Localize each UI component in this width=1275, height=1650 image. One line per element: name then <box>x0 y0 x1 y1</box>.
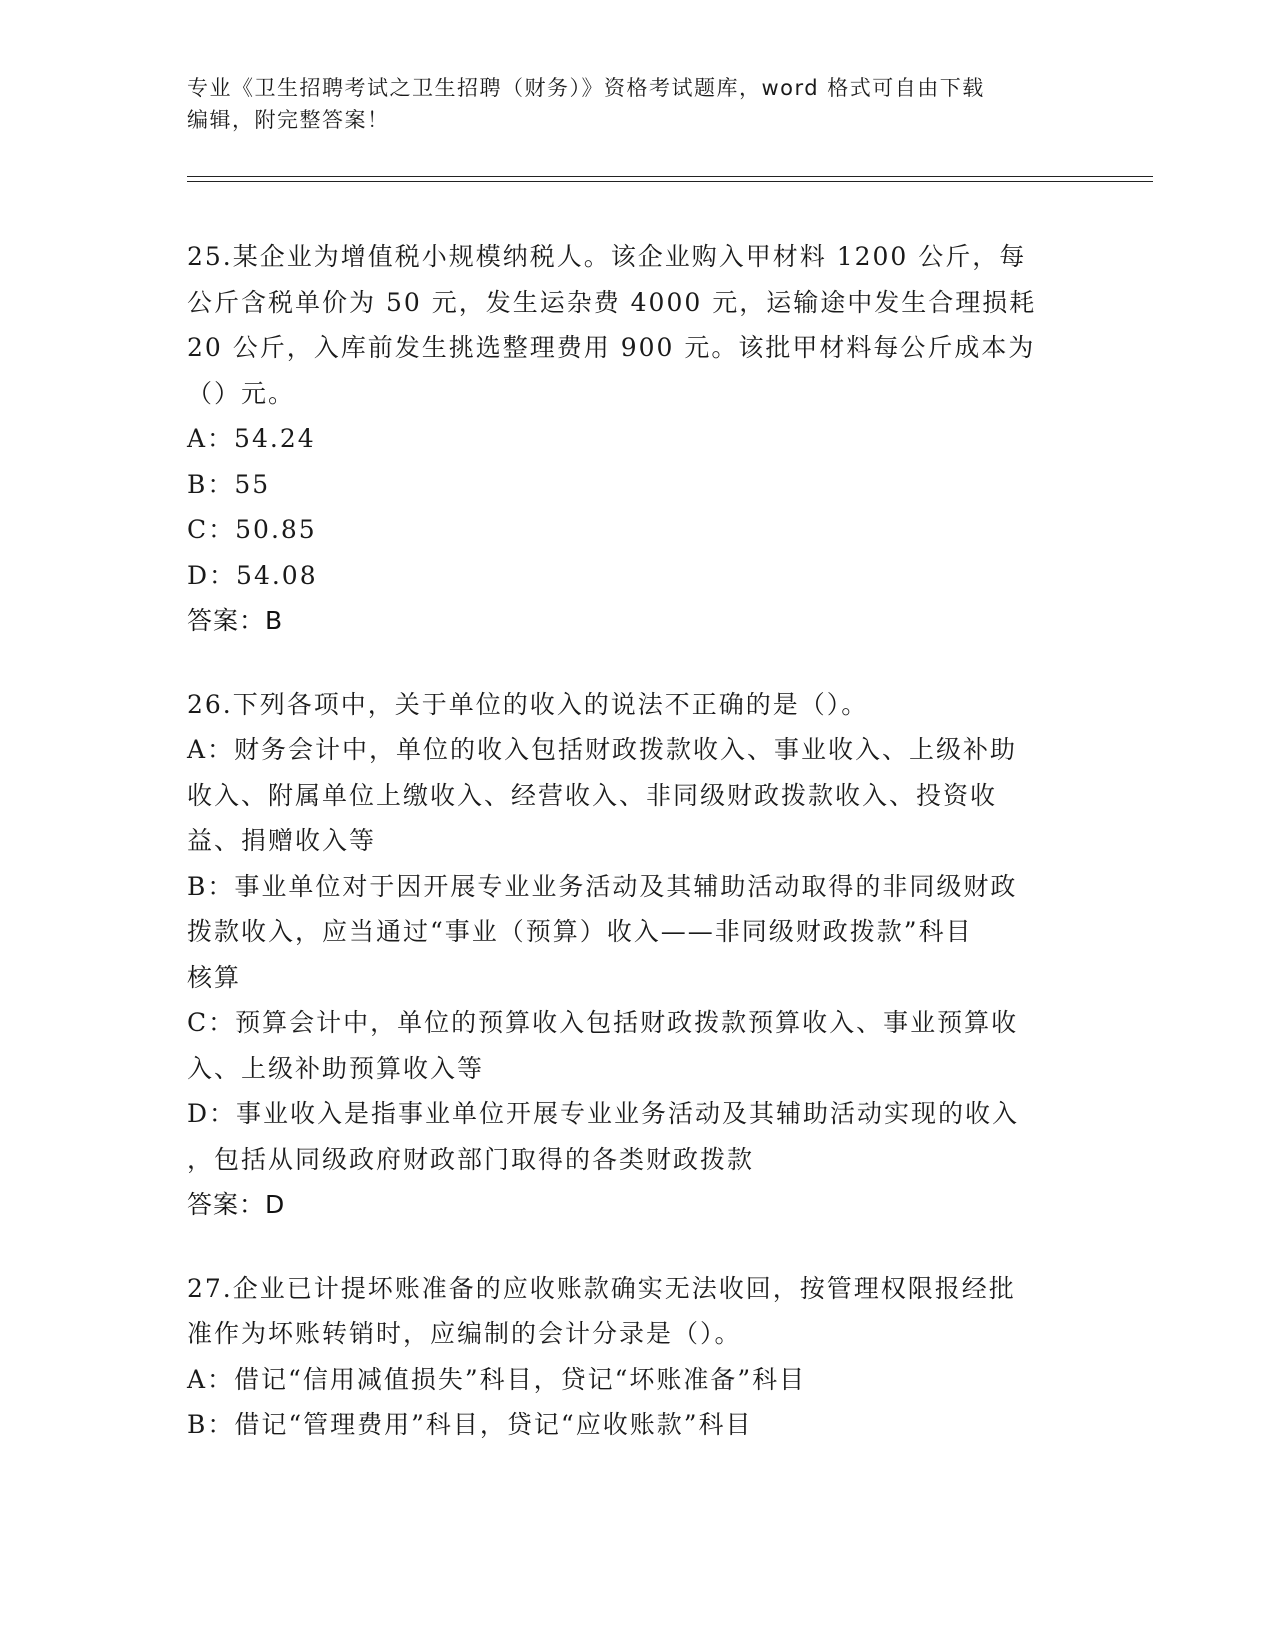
question-stem-line: 25.某企业为增值税小规模纳税人。该企业购入甲材料 1200 公斤，每 <box>187 242 1027 271</box>
option-c: C：预算会计中，单位的预算收入包括财政拨款预算收入、事业预算收 <box>187 1008 1019 1037</box>
option-a-continued: 收入、附属单位上缴收入、经营收入、非同级财政拨款收入、投资收 <box>187 780 998 810</box>
question-stem-line: 27.企业已计提坏账准备的应收账款确实无法收回，按管理权限报经批 <box>187 1273 1016 1303</box>
option-a-continued: 益、捐赠收入等 <box>187 826 377 855</box>
option-d: D：54.08 <box>187 560 318 590</box>
option-b-continued: 拨款收入，应当通过“事业（预算）收入——非同级财政拨款”科目 <box>187 917 973 946</box>
option-b: B：55 <box>187 469 271 499</box>
header-line: 编辑，附完整答案！ <box>187 108 390 132</box>
question-list <box>187 234 1087 1448</box>
question-27 <box>187 1266 1087 1448</box>
header-divider-bottom <box>187 181 1153 182</box>
option-a: A：借记“信用减值损失”科目，贷记“坏账准备”科目 <box>187 1364 807 1394</box>
question-26 <box>187 682 1087 1228</box>
option-b-continued: 核算 <box>187 962 242 992</box>
option-c-continued: 入、上级补助预算收入等 <box>187 1053 485 1083</box>
option-c: C：50.85 <box>187 515 317 544</box>
option-d: D：事业收入是指事业单位开展专业业务活动及其辅助活动实现的收入 <box>187 1099 1020 1128</box>
header-divider-top <box>187 176 1153 177</box>
question-stem-line: 26.下列各项中，关于单位的收入的说法不正确的是（）。 <box>187 689 869 719</box>
question-25 <box>187 234 1087 644</box>
option-b: B：事业单位对于因开展专业业务活动及其辅助活动取得的非同级财政 <box>187 871 1018 901</box>
option-b: B：借记“管理费用”科目，贷记“应收账款”科目 <box>187 1410 753 1439</box>
option-d-continued: ，包括从同级政府财政部门取得的各类财政拨款 <box>187 1144 755 1174</box>
answer-label: 答案：B <box>187 606 284 635</box>
option-a: A：财务会计中，单位的收入包括财政拨款收入、事业收入、上级补助 <box>187 735 1018 764</box>
question-stem-line: （）元。 <box>187 378 296 408</box>
question-stem-line: 公斤含税单价为 50 元，发生运杂费 4000 元，运输途中发生合理损耗 <box>187 287 1037 317</box>
option-a: A：54.24 <box>187 424 316 453</box>
header-line: 专业《卫生招聘考试之卫生招聘（财务）》资格考试题库，word 格式可自由下载 <box>187 76 985 100</box>
document-header <box>187 72 1067 136</box>
question-stem-line: 20 公斤，入库前发生挑选整理费用 900 元。该批甲材料每公斤成本为 <box>187 333 1036 362</box>
question-stem-line: 准作为坏账转销时，应编制的会计分录是（）。 <box>187 1319 742 1348</box>
answer-label: 答案：D <box>187 1190 286 1219</box>
